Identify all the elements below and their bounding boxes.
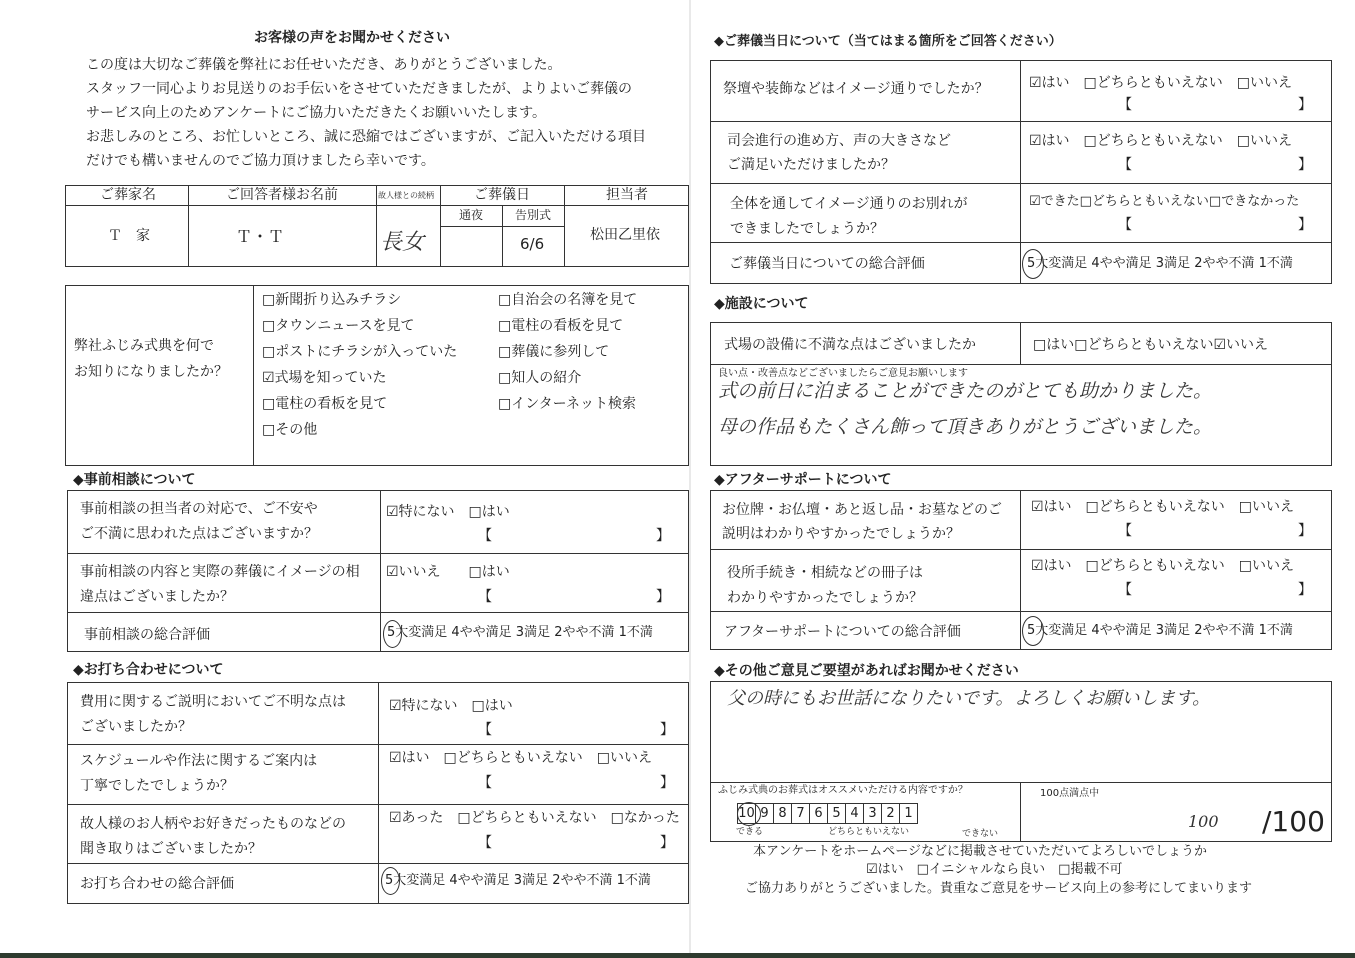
bracket-open: 【 xyxy=(478,722,492,738)
scale-7[interactable]: 7 xyxy=(792,804,810,824)
pre-q2-options[interactable]: ☑いいえ □はい xyxy=(386,564,510,580)
selected-scale-circle xyxy=(737,802,761,826)
respondent-value: Ｔ・Ｔ xyxy=(236,227,285,246)
source-option-pole-sign-1[interactable]: □電柱の看板を見て xyxy=(498,318,624,334)
bracket-close: 】 xyxy=(1298,582,1312,598)
intro-line-1: この度は大切なご葬儀を弊社にお任せいただき、ありがとうございました。 xyxy=(86,57,562,73)
header-funeral-date: ご葬儀日 xyxy=(474,187,530,203)
other-comment: 父の時にもお世話になりたいです。よろしくお願いします。 xyxy=(727,688,1211,709)
page-fold xyxy=(689,0,691,958)
header-staff: 担当者 xyxy=(606,187,648,203)
header-farewell: 告別式 xyxy=(515,208,552,222)
pre-q3-label: 事前相談の総合評価 xyxy=(84,627,210,643)
after-q2-options[interactable]: ☑はい □どちらともいえない □いいえ xyxy=(1031,558,1295,574)
publish-options[interactable]: ☑はい □イニシャルなら良い □掲載不可 xyxy=(866,862,1123,877)
day-q2-line2: ご満足いただけましたか？ xyxy=(727,157,895,173)
day-q3-line1: 全体を通してイメージ通りのお別れが xyxy=(730,196,968,212)
after-q2-line1: 役所手続き・相続などの冊子は xyxy=(727,565,923,581)
source-option-flyer[interactable]: □ポストにチラシが入っていた xyxy=(262,344,458,360)
scale-8[interactable]: 8 xyxy=(774,804,792,824)
bracket-open: 【 xyxy=(1118,523,1132,539)
after-q3-rating[interactable]: 5大変満足 4やや満足 3満足 2やや不満 1不満 xyxy=(1027,623,1293,638)
meet-q1-line1: 費用に関するご説明においてご不明な点は xyxy=(80,694,346,710)
points-label: 100点満点中 xyxy=(1040,788,1100,799)
bracket-close: 】 xyxy=(656,589,670,605)
bracket-close: 】 xyxy=(1298,97,1312,113)
bracket-open: 【 xyxy=(478,775,492,791)
staff-value: 松田乙里依 xyxy=(590,227,660,243)
facility-heading: ◆施設について xyxy=(714,296,809,312)
info-table xyxy=(65,185,689,267)
meet-q2-line2: 丁寧でしたでしょうか？ xyxy=(80,778,234,794)
selected-rating-circle xyxy=(1022,616,1044,646)
intro-line-3: サービス向上のためアンケートにご協力いただきたくお願いいたします。 xyxy=(86,105,547,121)
day-q1-options[interactable]: ☑はい □どちらともいえない □いいえ xyxy=(1029,75,1293,91)
bracket-open: 【 xyxy=(478,589,492,605)
score-handwritten: 100 xyxy=(1188,812,1219,831)
facility-comment-1: 式の前日に泊まることができたのがとても助かりました。 xyxy=(718,380,1213,402)
scale-right-label: できない xyxy=(962,829,999,839)
after-heading: ◆アフターサポートについて xyxy=(714,472,892,488)
scale-10[interactable]: 10 xyxy=(738,804,756,824)
header-wake: 通夜 xyxy=(459,208,484,222)
pre-consult-heading: ◆事前相談について xyxy=(73,472,196,488)
bracket-close: 】 xyxy=(660,835,674,851)
bracket-open: 【 xyxy=(1118,157,1132,173)
after-q3-label: アフターサポートについての総合評価 xyxy=(724,624,961,640)
scanner-edge xyxy=(0,953,1355,958)
pre-q2-line2: 違点はございましたか？ xyxy=(80,589,234,605)
meet-q3-line1: 故人様のお人柄やお好きだったものなどの xyxy=(80,816,346,832)
source-option-association[interactable]: □自治会の名簿を見て xyxy=(498,292,638,308)
day-q2-options[interactable]: ☑はい □どちらともいえない □いいえ xyxy=(1029,133,1293,149)
day-q1-label: 祭壇や装飾などはイメージ通りでしたか？ xyxy=(723,81,989,97)
after-q2-line2: わかりやすかったでしょうか？ xyxy=(727,590,923,606)
score-max: /100 xyxy=(1262,805,1325,838)
facility-q1-label: 式場の設備に不満な点はございましたか xyxy=(724,337,976,353)
relation-handwritten: 長女 xyxy=(380,230,425,255)
recommend-scale[interactable] xyxy=(737,803,918,824)
bracket-close: 】 xyxy=(1298,217,1312,233)
other-heading: ◆その他ご意見ご要望があればお聞かせください xyxy=(714,663,1019,679)
header-respondent: ご回答者様お名前 xyxy=(226,187,338,203)
scale-2[interactable]: 2 xyxy=(882,804,900,824)
day-heading: ◆ご葬儀当日について（当てはまる箇所をご回答ください） xyxy=(714,34,1062,49)
selected-rating-circle xyxy=(1022,249,1044,279)
source-option-pole-sign-2[interactable]: □電柱の看板を見て xyxy=(262,396,388,412)
meet-q3-line2: 聞き取りはございましたか？ xyxy=(80,841,262,857)
scale-9[interactable]: 9 xyxy=(756,804,774,824)
after-q1-options[interactable]: ☑はい □どちらともいえない □いいえ xyxy=(1031,499,1295,515)
bracket-close: 】 xyxy=(660,775,674,791)
day-q2-line1: 司会進行の進め方、声の大きさなど xyxy=(727,133,951,149)
after-q1-line2: 説明はわかりやすかったでしょうか？ xyxy=(722,526,960,542)
publish-question: 本アンケートをホームページなどに掲載させていただいてよろしいでしょうか xyxy=(753,844,1207,859)
scale-6[interactable]: 6 xyxy=(810,804,828,824)
intro-line-2: スタッフ一同心よりお見送りのお手伝いをさせていただきましたが、よりよいご葬儀の xyxy=(86,81,632,97)
scale-1[interactable]: 1 xyxy=(900,804,918,824)
source-question-2: お知りになりましたか？ xyxy=(74,364,228,380)
pre-q1-line1: 事前相談の担当者の対応で、ご不安や xyxy=(80,501,318,517)
family-name-value: Ｔ 家 xyxy=(108,228,150,244)
header-relation: 故人様との続柄 xyxy=(378,191,434,200)
intro-line-5: だけでも構いませんのでご協力頂けましたら幸いです。 xyxy=(86,153,435,169)
day-q4-label: ご葬儀当日についての総合評価 xyxy=(729,256,925,272)
source-option-referral[interactable]: □知人の紹介 xyxy=(498,370,582,386)
scale-4[interactable]: 4 xyxy=(846,804,864,824)
source-option-newspaper[interactable]: □新聞折り込みチラシ xyxy=(262,292,402,308)
pre-q3-rating[interactable]: 5大変満足 4やや満足 3満足 2やや不満 1不満 xyxy=(387,625,653,640)
pre-q1-line2: ご不満に思われた点はございますか？ xyxy=(80,526,318,542)
bracket-open: 【 xyxy=(1118,217,1132,233)
meet-q1-line2: ございましたか？ xyxy=(80,719,192,735)
facility-comment-2: 母の作品もたくさん飾って頂きありがとうございました。 xyxy=(718,416,1213,438)
source-option-attended[interactable]: □葬儀に参列して xyxy=(498,344,610,360)
day-q4-rating[interactable]: 5大変満足 4やや満足 3満足 2やや不満 1不満 xyxy=(1027,256,1293,271)
facility-q1-options[interactable]: □はい□どちらともいえない☑いいえ xyxy=(1033,337,1269,353)
thanks-text: ご協力ありがとうございました。貴重なご意見をサービス向上の参考にしてまいります xyxy=(745,881,1253,896)
recommend-question: ふじみ式典のお葬式はオススメいただける内容ですか？ xyxy=(718,785,968,796)
pre-q1-options[interactable]: ☑特にない □はい xyxy=(386,504,510,520)
source-option-townnews[interactable]: □タウンニュースを見て xyxy=(262,318,415,334)
bracket-close: 】 xyxy=(656,528,670,544)
bracket-close: 】 xyxy=(660,722,674,738)
scale-3[interactable]: 3 xyxy=(864,804,882,824)
day-q3-line2: できましたでしょうか？ xyxy=(730,221,884,237)
selected-rating-circle xyxy=(383,620,402,648)
bracket-open: 【 xyxy=(1118,582,1132,598)
funeral-date-value: 6/6 xyxy=(520,235,545,253)
meeting-heading: ◆お打ち合わせについて xyxy=(73,662,224,678)
facility-note-label: 良い点・改善点などございましたらご意見お願いします xyxy=(718,368,968,379)
day-q3-options[interactable]: ☑できた□どちらともいえない□できなかった xyxy=(1029,194,1300,209)
meet-q2-line1: スケジュールや作法に関するご案内は xyxy=(80,753,318,769)
bracket-open: 【 xyxy=(478,528,492,544)
selected-rating-circle xyxy=(381,867,400,895)
scale-mid-label: どちらともいえない xyxy=(828,827,910,837)
pre-q2-line1: 事前相談の内容と実際の葬儀にイメージの相 xyxy=(80,564,360,580)
intro-line-4: お悲しみのところ、お忙しいところ、誠に恐縮ではございますが、ご記入いただける項目 xyxy=(86,129,646,145)
header-family: ご葬家名 xyxy=(100,187,156,203)
survey-title: お客様の声をお聞かせください xyxy=(254,30,450,46)
meet-q2-options[interactable]: ☑はい □どちらともいえない □いいえ xyxy=(389,750,653,766)
bracket-close: 】 xyxy=(1298,157,1312,173)
meet-q3-options[interactable]: ☑あった □どちらともいえない □なかった xyxy=(389,810,680,826)
scale-left-label: できる xyxy=(736,827,764,837)
bracket-open: 【 xyxy=(1118,97,1132,113)
meet-q1-options[interactable]: ☑特にない □はい xyxy=(389,698,513,714)
meet-q4-rating[interactable]: 5大変満足 4やや満足 3満足 2やや不満 1不満 xyxy=(385,873,651,888)
after-q1-line1: お位牌・お仏壇・あと返し品・お墓などのご xyxy=(722,502,1002,518)
scale-5[interactable]: 5 xyxy=(828,804,846,824)
meet-q4-label: お打ち合わせの総合評価 xyxy=(80,876,234,892)
bracket-close: 】 xyxy=(1298,523,1312,539)
source-option-knew-venue[interactable]: ☑式場を知っていた xyxy=(262,370,387,386)
bracket-open: 【 xyxy=(478,835,492,851)
source-question-1: 弊社ふじみ式典を何で xyxy=(74,338,214,354)
source-option-internet[interactable]: □インターネット検索 xyxy=(498,396,636,412)
source-option-other[interactable]: □その他 xyxy=(262,422,318,438)
